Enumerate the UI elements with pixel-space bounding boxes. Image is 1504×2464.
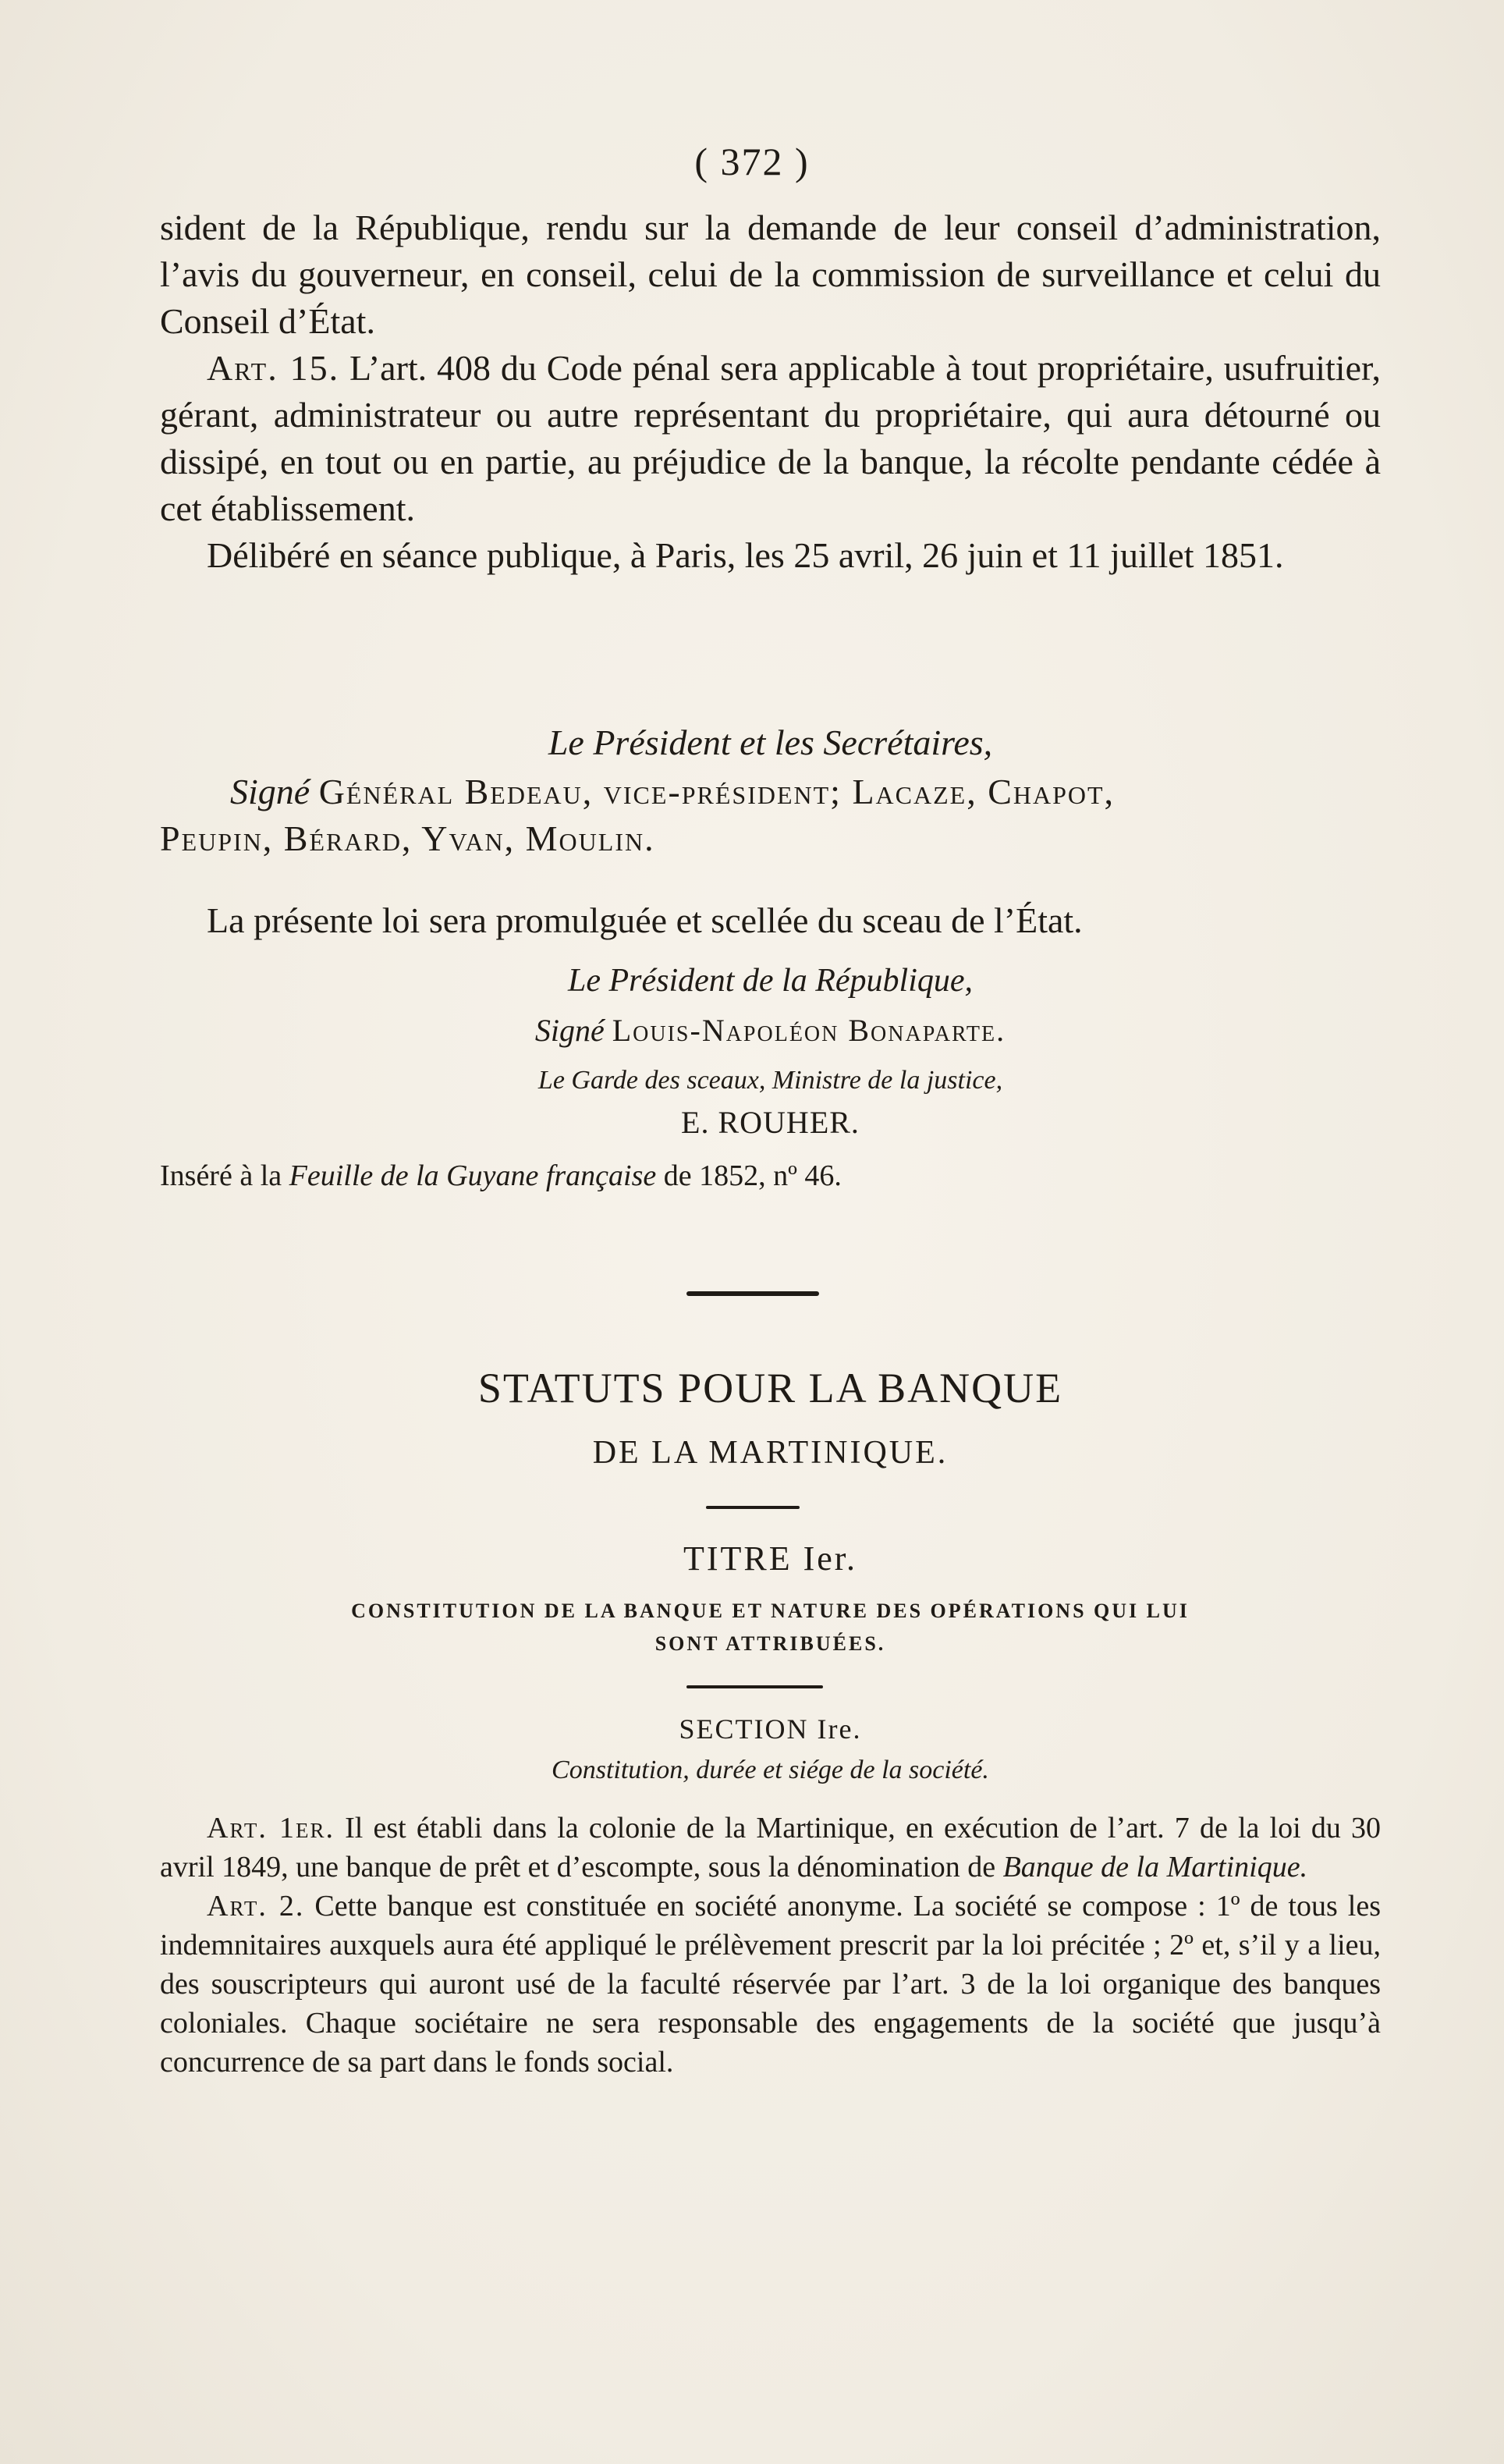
titre-heading: TITRE Ier. bbox=[683, 1539, 858, 1578]
article-2-label: Art. 2. bbox=[207, 1890, 305, 1923]
upper-text-block bbox=[160, 204, 1381, 579]
article-15-text: L’art. 408 du Code pénal sera applicable à tout propriétaire, usufruitier, gérant, administrateur ou autre représentant du propriétaire, qui aura détourné ou dissipé, en tout ou en partie, au préjudice de la banque, la récolte pendante cédée à cet établissement. bbox=[160, 348, 1381, 528]
page-number: ( 372 ) bbox=[694, 140, 810, 183]
delibere-paragraph: Délibéré en séance publique, à Paris, les 25 avril, 26 juin et 11 juillet 1851. bbox=[207, 535, 1284, 575]
signature-names-2: Peupin, Bérard, Yvan, Moulin. bbox=[160, 818, 655, 858]
statuts-subtitle: DE LA MARTINIQUE. bbox=[592, 1435, 949, 1471]
rouher-signature: E. ROUHER. bbox=[681, 1105, 860, 1140]
signatures-block bbox=[160, 769, 1381, 862]
garde-des-sceaux: Le Garde des sceaux, Ministre de la justice, bbox=[537, 1066, 1003, 1095]
signe-word-2: Signé bbox=[534, 1013, 605, 1048]
titre-description-2: SONT ATTRIBUÉES. bbox=[654, 1632, 886, 1655]
top-paragraph: sident de la République, rendu sur la demande de leur conseil d’administration, l’avis du gouverneur, en conseil, celui de la commission de surveillance et celui du Conseil d’État. bbox=[160, 208, 1381, 341]
article-1-bank-name: Banque de la Martinique. bbox=[1002, 1851, 1308, 1884]
lower-text-block bbox=[160, 1809, 1381, 2082]
insere-suffix: de 1852, nº 46. bbox=[663, 1159, 842, 1192]
statuts-title: STATUTS POUR LA BANQUE bbox=[477, 1365, 1063, 1411]
title-rule bbox=[706, 1506, 800, 1509]
lnb-name: Louis-Napoléon Bonaparte. bbox=[612, 1013, 1006, 1048]
section-heading: SECTION Ire. bbox=[679, 1713, 862, 1745]
president-secretaires: Le Président et les Secrétaires, bbox=[548, 723, 993, 762]
article-1-text: Il est établi dans la colonie de la Martinique, en exécution de l’art. 7 de la loi du 30 avril 1849, une banque de prêt et d’escompte, sous la dénomination de bbox=[160, 1812, 1381, 1884]
insere-prefix: Inséré à la bbox=[160, 1159, 282, 1192]
separator-rule bbox=[686, 1291, 819, 1296]
section-rule bbox=[686, 1685, 823, 1688]
signature-line-1 bbox=[230, 769, 1381, 815]
president-republique: Le Président de la République, bbox=[567, 963, 974, 999]
section-subtitle: Constitution, durée et siége de la société. bbox=[552, 1756, 989, 1784]
signe-word: Signé bbox=[230, 772, 310, 811]
titre-description-1: CONSTITUTION DE LA BANQUE ET NATURE DES OPÉRATIONS QUI LUI bbox=[351, 1599, 1190, 1622]
signature-names-1: Général Bedeau, vice-président; Lacaze, Chapot, bbox=[318, 772, 1116, 811]
feuille-title: Feuille de la Guyane française bbox=[289, 1159, 657, 1192]
article-2 bbox=[160, 1887, 1381, 2082]
promulgation-text: La présente loi sera promulguée et scellée du sceau de l’État. bbox=[207, 900, 1083, 940]
insere-line bbox=[160, 1155, 1381, 1197]
article-15 bbox=[160, 345, 1381, 532]
signature-president bbox=[160, 1008, 1381, 1053]
article-1 bbox=[160, 1809, 1381, 1887]
article-1-label: Art. 1er. bbox=[207, 1812, 335, 1844]
article-2-text: Cette banque est constituée en société anonyme. La société se compose : 1º de tous les indemnitaires auxquels aura été appliqué le prélèvement prescrit par la loi précitée ; 2º et, s’il y a lieu, des souscripteurs qui auront usé de la faculté réservée par l’art. 3 de la loi organique des banques coloniales. Chaque sociétaire ne sera responsable des engagements de la société que jusqu’à concurrence de sa part dans le fonds social. bbox=[160, 1890, 1381, 2079]
article-15-label: Art. 15. bbox=[207, 348, 340, 388]
